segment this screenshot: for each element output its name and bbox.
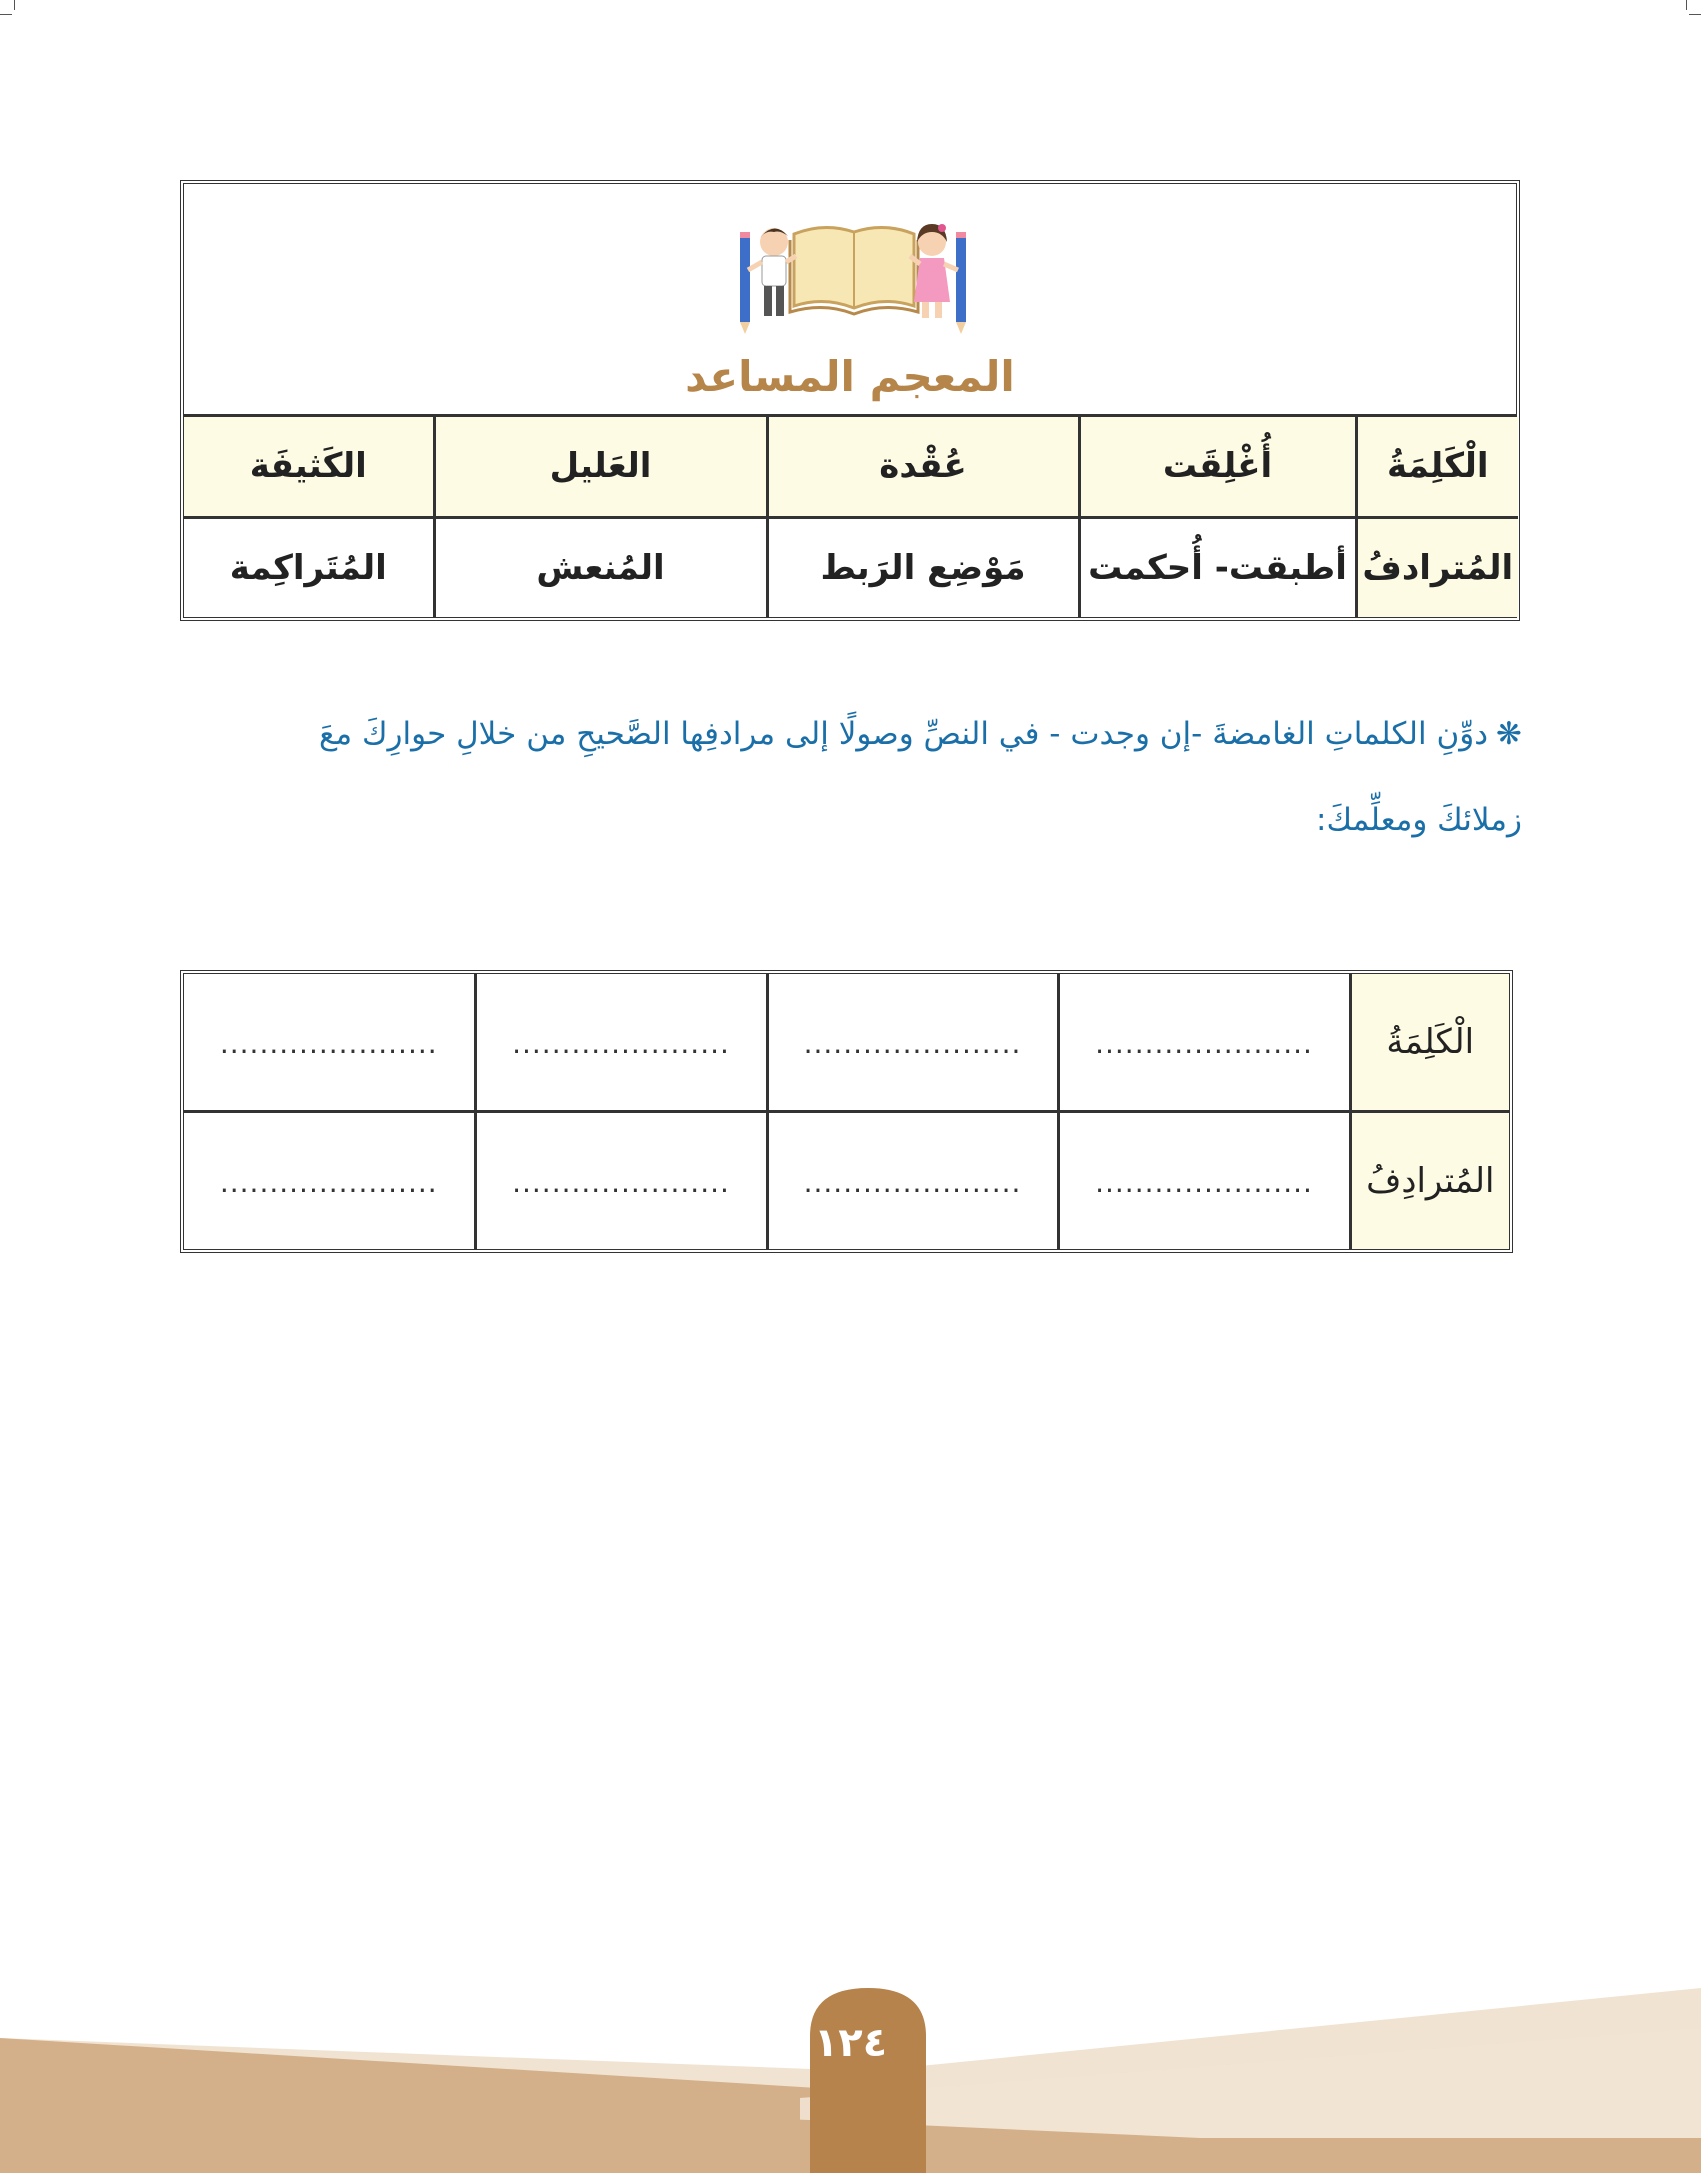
- kids-book-illustration: [734, 206, 974, 346]
- crop-mark: [1686, 0, 1687, 10]
- exercise-synonym-label: المُترادِفُ: [1350, 1112, 1509, 1250]
- word-blank[interactable]: ......................: [475, 974, 767, 1112]
- footer-band: [0, 1988, 1701, 2173]
- synonym-label: المُترادفُ: [1356, 517, 1518, 617]
- dictionary-header: [184, 184, 1516, 417]
- synonym-blank[interactable]: ......................: [475, 1112, 767, 1250]
- synonym-blank[interactable]: ......................: [767, 1112, 1058, 1250]
- page-number-badge: [810, 1988, 926, 2173]
- crop-mark: [14, 0, 15, 10]
- synonym-blank[interactable]: ......................: [184, 1112, 475, 1250]
- instruction-text: دوِّنِ الكلماتِ الغامضةَ -إن وجدت - في النصِّ وصولًا إلى مرادفِها الصَّحيحِ من خلالِ حوارِكَ معَ: [319, 716, 1489, 752]
- dictionary-table: [180, 180, 1520, 621]
- dictionary-title: المعجم المساعد: [685, 352, 1015, 401]
- dictionary-word: أُغْلِقَت: [1079, 417, 1356, 517]
- word-blank[interactable]: ......................: [184, 974, 475, 1112]
- dictionary-word: عُقْدة: [767, 417, 1079, 517]
- exercise-word-label: الْكَلِمَةُ: [1350, 974, 1509, 1112]
- dictionary-grid: [184, 417, 1518, 617]
- word-label: الْكَلِمَةُ: [1356, 417, 1518, 517]
- dictionary-word: الكَثيفَة: [184, 417, 434, 517]
- dictionary-synonym: مَوْضِع الرَبط: [767, 517, 1079, 617]
- instruction-text: زملائكَ ومعلِّمكَ:: [1316, 802, 1522, 838]
- crop-mark: [1689, 14, 1701, 15]
- dictionary-synonym: المُتَراكِمة: [184, 517, 434, 617]
- instruction-line-2: [196, 802, 1522, 838]
- dictionary-word: العَليل: [434, 417, 767, 517]
- crop-mark: [0, 14, 12, 15]
- bullet-icon: ❋: [1496, 716, 1522, 752]
- dictionary-synonym: أطبقت- أُحكمت: [1079, 517, 1356, 617]
- instruction-line-1: [196, 716, 1522, 752]
- synonym-blank[interactable]: ......................: [1058, 1112, 1350, 1250]
- exercise-table: [180, 970, 1513, 1253]
- dictionary-synonym: المُنعش: [434, 517, 767, 617]
- exercise-grid: [184, 974, 1509, 1249]
- word-blank[interactable]: ......................: [767, 974, 1058, 1112]
- word-blank[interactable]: ......................: [1058, 974, 1350, 1112]
- page-number: ١٢٤: [813, 2020, 888, 2066]
